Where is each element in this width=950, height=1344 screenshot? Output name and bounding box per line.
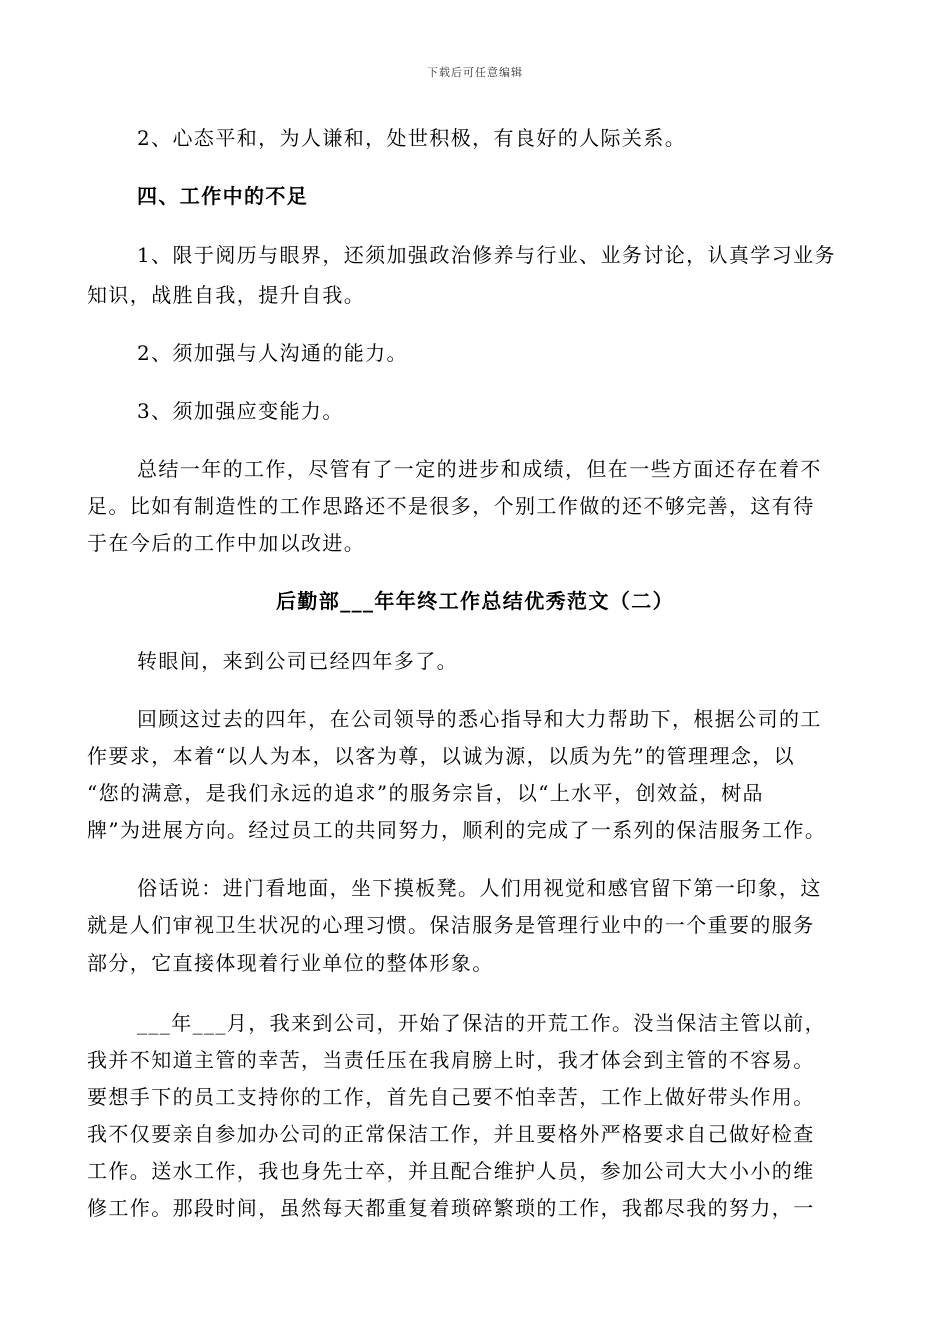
text-line: ___年___月，我来到公司，开始了保洁的开荒工作。没当保洁主管以前， bbox=[137, 1011, 826, 1035]
text-line: 部分，它直接体现着行业单位的整体形象。 bbox=[87, 951, 494, 975]
text-line: 3、须加强应变能力。 bbox=[137, 399, 344, 423]
text-line: 2、须加强与人沟通的能力。 bbox=[137, 341, 408, 365]
page-header-note: 下载后可任意编辑 bbox=[427, 66, 523, 79]
text-line: 作要求，本着“以人为本，以客为尊，以诚为源，以质为先”的管理理念，以 bbox=[87, 744, 796, 768]
text-line: 回顾这过去的四年，在公司领导的悉心指导和大力帮助下，根据公司的工 bbox=[137, 707, 822, 731]
text-line: 就是人们审视卫生状况的心理习惯。保洁服务是管理行业中的一个重要的服务 bbox=[87, 913, 815, 937]
article-title: 后勤部___年年终工作总结优秀范文（二） bbox=[276, 589, 674, 613]
text-line: 我不仅要亲自参加办公司的正常保洁工作，并且要格外严格要求自己做好检查 bbox=[87, 1122, 815, 1146]
text-line: 总结一年的工作，尽管有了一定的进步和成绩，但在一些方面还存在着不 bbox=[137, 457, 822, 481]
text-line: 牌”为进展方向。经过员工的共同努力，顺利的完成了一系列的保洁服务工作。 bbox=[87, 818, 827, 842]
text-line: 俗话说：进门看地面，坐下摸板凳。人们用视觉和感官留下第一印象，这 bbox=[137, 876, 822, 900]
text-line: 修工作。那段时间，虽然每天都重复着琐碎繁琐的工作，我都尽我的努力，一 bbox=[87, 1196, 815, 1220]
text-line: 2、心态平和，为人谦和，处世积极，有良好的人际关系。 bbox=[137, 126, 687, 150]
text-line: 于在今后的工作中加以改进。 bbox=[87, 531, 366, 555]
text-line: 知识，战胜自我，提升自我。 bbox=[87, 283, 366, 307]
text-line: 转眼间，来到公司已经四年多了。 bbox=[137, 649, 458, 673]
text-line: “您的满意，是我们永远的追求”的服务宗旨，以“上水平，创效益，树品 bbox=[87, 781, 764, 805]
text-line: 要想手下的员工支持你的工作，首先自己要不怕幸苦，工作上做好带头作用。 bbox=[87, 1085, 815, 1109]
section-heading: 四、工作中的不足 bbox=[137, 184, 309, 208]
text-line: 足。比如有制造性的工作思路还不是很多，个别工作做的还不够完善，这有待 bbox=[87, 494, 815, 518]
text-line: 工作。送水工作，我也身先士卒，并且配合维护人员，参加公司大大小小的维 bbox=[87, 1159, 815, 1183]
text-line: 1、限于阅历与眼界，还须加强政治修养与行业、业务讨论，认真学习业务 bbox=[137, 243, 836, 267]
text-line: 我并不知道主管的幸苦，当责任压在我肩膀上时，我才体会到主管的不容易。 bbox=[87, 1048, 815, 1072]
